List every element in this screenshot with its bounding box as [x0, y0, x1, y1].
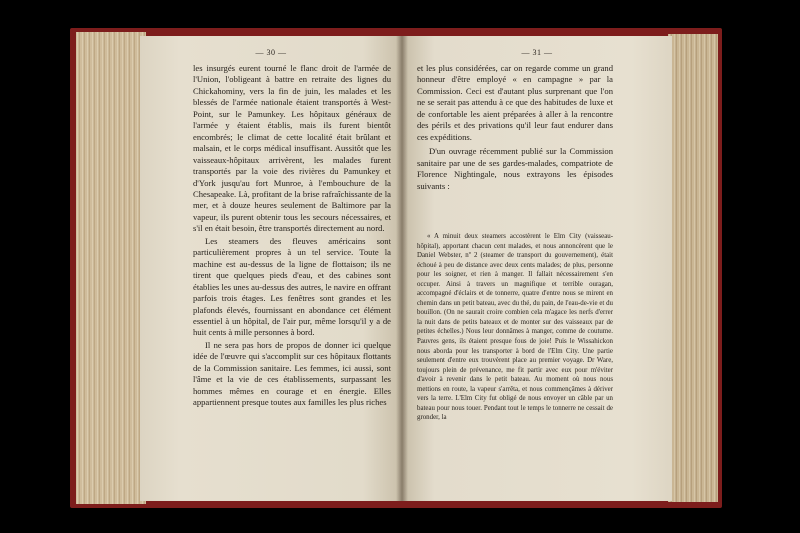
- page-edges-right: [668, 34, 718, 502]
- quote-paragraph: « A minuit deux steamers accostèrent le Elm City (vaisseau-hôpital), apportant chacun cent malades, et nous annoncèrent que le Daniel Webster, nº 2 (steamer de transport du gouvernement), était échoué à peu de distance avec deux cents malades; de plus, personne pour les soigner, et rien à manger. Il fallait nécessairement s'en occuper. Ainsi à travers un magnifique et terrible ouragan, accompagné d'éclairs et de tonnerre, quatre d'entre nous se mirent en chemin dans un petit bateau, avec du thé, du pain, de l'eau-de-vie et du bouillon. (On ne saurait croire combien cela m'agace les nerfs d'errer la nuit dans de petits bateaux et de monter sur des vaisseaux par de petites échelles.) Nous leur donnâmes à manger, comme de coutume. Pauvres gens, ils étaient presque fous de joie! Puis le Wissahickon nous aborda pour les transporter à bord de l'Elm City. Une partie seulement d'entre eux trouvèrent place au premier voyage. Dr Ware, toujours plein de prévenance, me fit partir avec eux pour m'éviter d'avoir à revenir dans le petit bateau. Au moment où nous nous mettions en route, la vapeur s'arrêta, et nous commençâmes à dériver vers la terre. L'Elm City fut obligé de nous envoyer un câble par un bateau pour nous touer. Pendant tout le temps le tonnerre ne cessait de gronder, la: [417, 233, 613, 422]
- left-page-number: — 30 —: [255, 48, 287, 57]
- right-paragraph-1: et les plus considérées, car on regarde comme un grand honneur d'être employé « en campagne » par la Commission. Ceci est d'autant plus surprenant que l'on ne se serait pas attendu à ce que des habitudes de luxe et de confortable les aient préparées à aller à la rencontre des périls et des privations qu'il leur faut endurer dans ces expéditions.: [417, 63, 613, 142]
- left-paragraph-3: Il ne sera pas hors de propos de donner ici quelque idée de l'œuvre qui s'accomplit sur ces hôpitaux flottants de la Commission sanitaire. Les femmes, ici aussi, sont l'âme et la vie de ces établissements, surpassant les hommes mêmes en courage et en énergie. Elles appartiennent presque toutes aux familles les plus riches: [193, 339, 391, 408]
- left-paragraph-2: Les steamers des fleuves américains sont particulièrement propres à un tel service. Toute la machine est au-dessus de la ligne de flottaison; ils ne tirent que quelques pieds d'eau, et des cabines sont établies les unes au-dessus des autres, le navire en offrant parfois trois étages. Les fenêtres sont grandes et les plafonds élevés, fournissant en abondance cet élément essentiel à un hôpital, de l'air pur, même lorsqu'il y a de huit cents à mille personnes à bord.: [193, 235, 391, 338]
- right-page-number: — 31 —: [521, 48, 553, 57]
- left-page-body: [193, 63, 391, 409]
- book-gutter: [396, 36, 408, 501]
- page-edges-left: [76, 32, 146, 504]
- right-paragraph-2: D'un ouvrage récemment publié sur la Commission sanitaire par une de ses gardes-malades, compatriote de Florence Nightingale, nous extrayons les épisodes suivants :: [417, 146, 613, 191]
- right-page-quote: [417, 232, 613, 423]
- left-paragraph-1: les insurgés eurent tourné le flanc droit de l'armée de l'Union, l'obligeant à battre en retraite des lignes du Chickahominy, vers la fin de juin, les malades et les blessés de l'armée nationale étaient transportés à West-Point, sur le Pamunkey. Les hôpitaux généraux de l'armée y étaient établis, mais ils furent bientôt encombrés; le climat de cette localité était brûlant et malsain, et le corps médical insuffisant. Aussitôt que les vaisseaux-hôpitaux arrivèrent, les malades furent transportés par la voie des rivières du Pamunkey et d'York jusqu'au fort Munroe, à l'embouchure de la Chesapeake. Là, profitant de la brise rafraîchissante de la mer, et à douze heures seulement de Baltimore par la vapeur, ils purent obtenir tous les secours nécessaires, et s'il en était besoin, être transportés directement au nord.: [193, 63, 391, 234]
- right-page-body: [417, 63, 613, 192]
